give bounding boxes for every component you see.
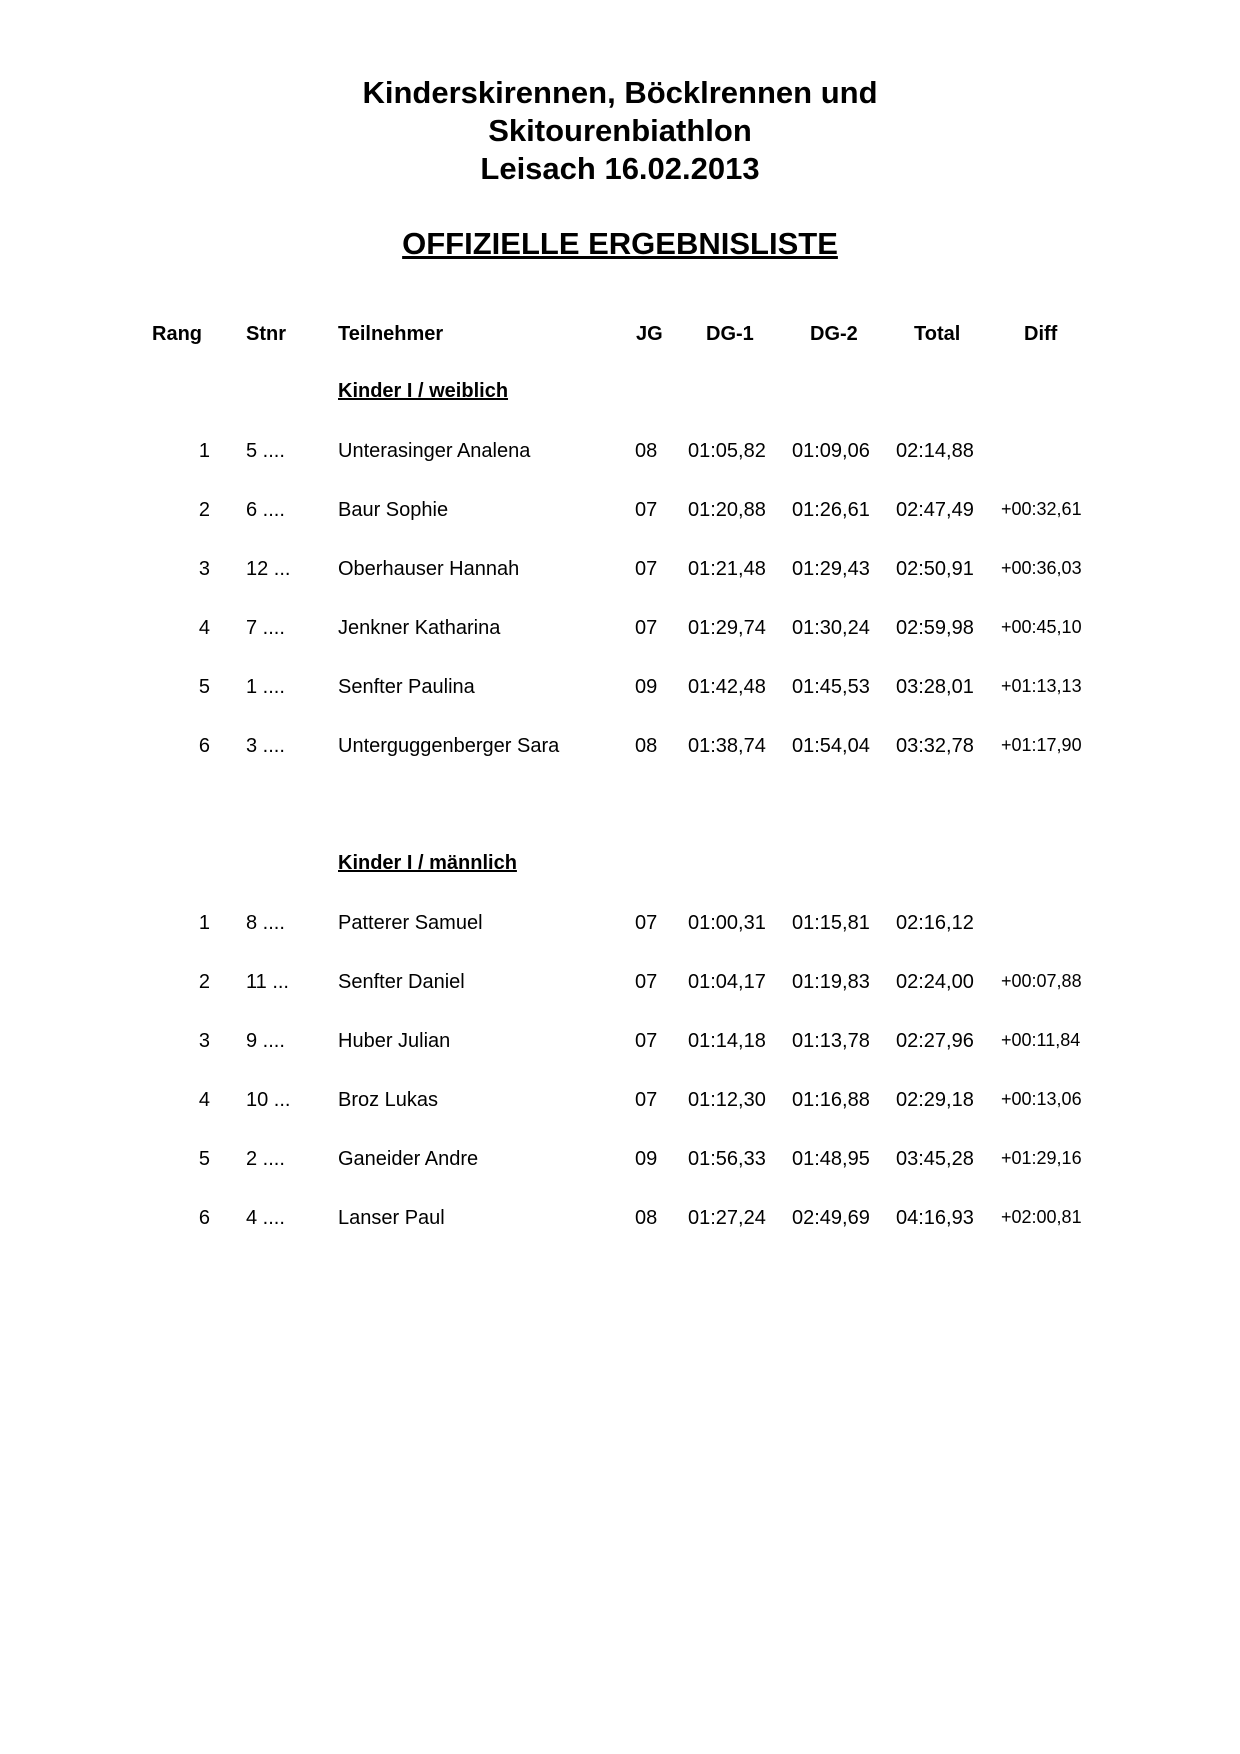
total-time-cell: 02:24,00 xyxy=(896,971,974,993)
stnr-cell: 6 .... xyxy=(246,499,285,521)
table-row xyxy=(0,440,1240,470)
stnr-cell: 2 .... xyxy=(246,1148,285,1170)
run1-time-cell: 01:14,18 xyxy=(688,1030,766,1052)
run2-time-cell: 01:54,04 xyxy=(792,735,870,757)
rang-cell: 1 xyxy=(198,912,210,934)
total-time-cell: 03:45,28 xyxy=(896,1148,974,1170)
birth-year-cell: 08 xyxy=(635,440,658,462)
run2-time-cell: 01:16,88 xyxy=(792,1089,870,1111)
rang-cell: 5 xyxy=(198,676,210,698)
diff-cell: +01:29,16 xyxy=(1001,1148,1082,1168)
stnr-cell: 3 .... xyxy=(246,735,285,757)
birth-year-cell: 07 xyxy=(635,499,658,521)
diff-cell: +02:00,81 xyxy=(1001,1207,1082,1227)
total-time-cell: 03:28,01 xyxy=(896,676,974,698)
rang-cell: 5 xyxy=(198,1148,210,1170)
column-header-stnr: Stnr xyxy=(246,323,286,345)
participant-name: Oberhauser Hannah xyxy=(338,558,520,580)
rang-cell: 2 xyxy=(198,499,210,521)
total-time-cell: 02:27,96 xyxy=(896,1030,974,1052)
rang-cell: 3 xyxy=(198,558,210,580)
table-row xyxy=(0,617,1240,647)
diff-cell: +00:32,61 xyxy=(1001,499,1082,519)
column-header-dg1: DG-1 xyxy=(706,323,754,345)
rang-cell: 2 xyxy=(198,971,210,993)
participant-name: Baur Sophie xyxy=(338,499,449,521)
table-row xyxy=(0,971,1240,1001)
run1-time-cell: 01:42,48 xyxy=(688,676,766,698)
birth-year-cell: 09 xyxy=(635,676,658,698)
birth-year-cell: 07 xyxy=(635,558,658,580)
birth-year-cell: 07 xyxy=(635,971,658,993)
participant-name: Unterguggenberger Sara xyxy=(338,735,560,757)
diff-cell: +00:36,03 xyxy=(1001,558,1082,578)
total-time-cell: 02:47,49 xyxy=(896,499,974,521)
participant-name: Jenkner Katharina xyxy=(338,617,501,639)
diff-cell: +01:13,13 xyxy=(1001,676,1082,696)
rang-cell: 4 xyxy=(198,1089,210,1111)
table-row xyxy=(0,912,1240,942)
results-list-title: OFFIZIELLE ERGEBNISLISTE xyxy=(402,226,838,261)
birth-year-cell: 07 xyxy=(635,617,658,639)
rang-cell: 6 xyxy=(198,735,210,757)
run2-time-cell: 01:19,83 xyxy=(792,971,870,993)
group-title: Kinder I / weiblich xyxy=(338,380,509,402)
table-row xyxy=(0,499,1240,529)
table-row xyxy=(0,735,1240,765)
run2-time-cell: 01:13,78 xyxy=(792,1030,870,1052)
diff-cell: +00:07,88 xyxy=(1001,971,1082,991)
run1-time-cell: 01:56,33 xyxy=(688,1148,766,1170)
participant-name: Ganeider Andre xyxy=(338,1148,479,1170)
participant-name: Senfter Paulina xyxy=(338,676,475,698)
stnr-cell: 4 .... xyxy=(246,1207,285,1229)
stnr-cell: 9 .... xyxy=(246,1030,285,1052)
diff-cell: +01:17,90 xyxy=(1001,735,1082,755)
birth-year-cell: 07 xyxy=(635,1030,658,1052)
column-header-rang: Rang xyxy=(152,323,202,345)
document-title-line-1: Kinderskirennen, Böcklrennen und xyxy=(362,75,878,110)
birth-year-cell: 07 xyxy=(635,1089,658,1111)
total-time-cell: 04:16,93 xyxy=(896,1207,974,1229)
table-row xyxy=(0,1030,1240,1060)
rang-cell: 4 xyxy=(198,617,210,639)
run2-time-cell: 01:15,81 xyxy=(792,912,870,934)
birth-year-cell: 09 xyxy=(635,1148,658,1170)
total-time-cell: 02:16,12 xyxy=(896,912,974,934)
participant-name: Huber Julian xyxy=(338,1030,451,1052)
run1-time-cell: 01:20,88 xyxy=(688,499,766,521)
run2-time-cell: 01:45,53 xyxy=(792,676,870,698)
birth-year-cell: 08 xyxy=(635,1207,658,1229)
stnr-cell: 10 ... xyxy=(246,1089,291,1111)
stnr-cell: 11 ... xyxy=(246,971,289,993)
diff-cell: +00:13,06 xyxy=(1001,1089,1082,1109)
group-title: Kinder I / männlich xyxy=(338,852,517,874)
column-header-total: Total xyxy=(914,323,961,345)
diff-cell: +00:11,84 xyxy=(1001,1030,1081,1050)
run1-time-cell: 01:00,31 xyxy=(688,912,766,934)
run2-time-cell: 01:09,06 xyxy=(792,440,870,462)
stnr-cell: 8 .... xyxy=(246,912,285,934)
run2-time-cell: 01:30,24 xyxy=(792,617,870,639)
total-time-cell: 02:14,88 xyxy=(896,440,974,462)
document-title-line-3: Leisach 16.02.2013 xyxy=(480,151,760,186)
total-time-cell: 02:59,98 xyxy=(896,617,974,639)
document-title-line-2: Skitourenbiathlon xyxy=(488,113,752,148)
rang-cell: 1 xyxy=(198,440,210,462)
stnr-cell: 5 .... xyxy=(246,440,285,462)
diff-cell: +00:45,10 xyxy=(1001,617,1082,637)
column-header-dg2: DG-2 xyxy=(810,323,858,345)
total-time-cell: 02:50,91 xyxy=(896,558,974,580)
participant-name: Senfter Daniel xyxy=(338,971,465,993)
total-time-cell: 02:29,18 xyxy=(896,1089,974,1111)
participant-name: Lanser Paul xyxy=(338,1207,445,1229)
run1-time-cell: 01:05,82 xyxy=(688,440,766,462)
run1-time-cell: 01:12,30 xyxy=(688,1089,766,1111)
rang-cell: 3 xyxy=(198,1030,210,1052)
run1-time-cell: 01:38,74 xyxy=(688,735,766,757)
rang-cell: 6 xyxy=(198,1207,210,1229)
run1-time-cell: 01:04,17 xyxy=(688,971,766,993)
run2-time-cell: 01:26,61 xyxy=(792,499,870,521)
column-header-teilnehmer: Teilnehmer xyxy=(338,323,444,345)
table-row xyxy=(0,1148,1240,1178)
column-header-jg: JG xyxy=(636,323,663,345)
participant-name: Broz Lukas xyxy=(338,1089,439,1111)
table-row xyxy=(0,1207,1240,1237)
table-row xyxy=(0,1089,1240,1119)
run2-time-cell: 02:49,69 xyxy=(792,1207,870,1229)
column-header-diff: Diff xyxy=(1024,323,1058,345)
participant-name: Unterasinger Analena xyxy=(338,440,531,462)
run1-time-cell: 01:21,48 xyxy=(688,558,766,580)
run2-time-cell: 01:48,95 xyxy=(792,1148,870,1170)
total-time-cell: 03:32,78 xyxy=(896,735,974,757)
run1-time-cell: 01:29,74 xyxy=(688,617,766,639)
participant-name: Patterer Samuel xyxy=(338,912,483,934)
stnr-cell: 12 ... xyxy=(246,558,291,580)
birth-year-cell: 07 xyxy=(635,912,658,934)
run2-time-cell: 01:29,43 xyxy=(792,558,870,580)
table-row xyxy=(0,676,1240,706)
table-row xyxy=(0,558,1240,588)
stnr-cell: 7 .... xyxy=(246,617,285,639)
stnr-cell: 1 .... xyxy=(246,676,285,698)
birth-year-cell: 08 xyxy=(635,735,658,757)
run1-time-cell: 01:27,24 xyxy=(688,1207,766,1229)
